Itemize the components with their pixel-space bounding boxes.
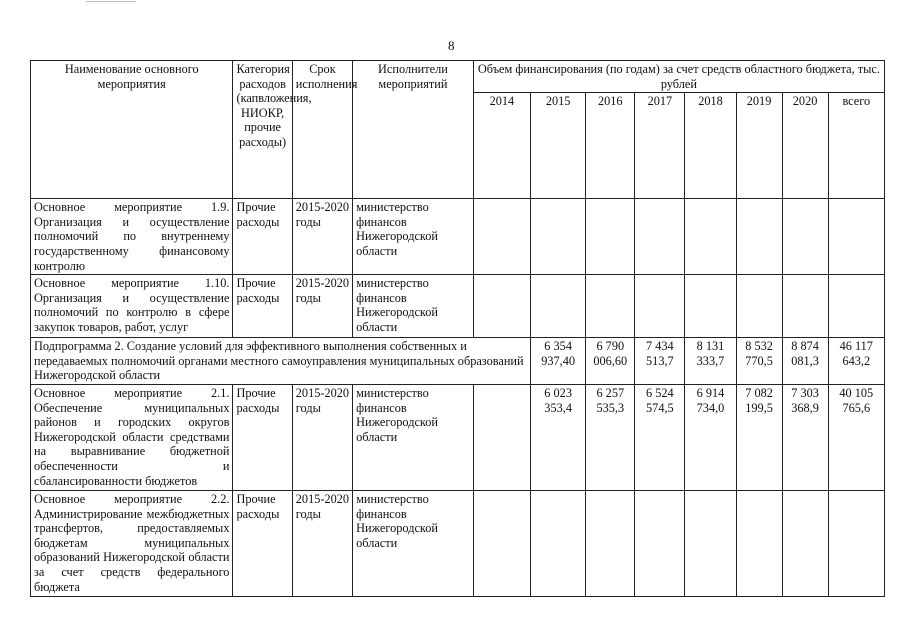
value-cell bbox=[828, 490, 884, 596]
activity-executor: министерство финансов Нижегородской области bbox=[353, 384, 474, 490]
value-cell: 7 434 513,7 bbox=[635, 338, 685, 385]
value-cell: 8 874 081,3 bbox=[782, 338, 828, 385]
header-year: 2020 bbox=[782, 93, 828, 199]
header-financing: Объем финансирования (по годам) за счет средств областного бюджета, тыс. рублей bbox=[473, 61, 884, 93]
activity-name: Основное мероприятие 1.9. Организация и осуществление полномочий по внутреннему государственному финансовому контролю bbox=[31, 199, 233, 275]
value-cell bbox=[531, 199, 586, 275]
header-year: 2014 bbox=[473, 93, 530, 199]
table-row bbox=[31, 490, 885, 596]
activity-category: Прочие расходы bbox=[233, 490, 292, 596]
header-year: 2015 bbox=[531, 93, 586, 199]
activity-category: Прочие расходы bbox=[233, 199, 292, 275]
table-row bbox=[31, 384, 885, 490]
value-cell: 46 117 643,2 bbox=[828, 338, 884, 385]
activity-executor: министерство финансов Нижегородской области bbox=[353, 490, 474, 596]
value-cell: 40 105 765,6 bbox=[828, 384, 884, 490]
value-cell bbox=[782, 199, 828, 275]
header-executors: Исполнители мероприятий bbox=[353, 61, 474, 199]
activity-category: Прочие расходы bbox=[233, 275, 292, 338]
value-cell bbox=[685, 490, 736, 596]
value-cell: 6 524 574,5 bbox=[635, 384, 685, 490]
scan-artifact bbox=[86, 1, 136, 2]
value-cell bbox=[736, 275, 782, 338]
activity-term: 2015-2020 годы bbox=[292, 490, 352, 596]
value-cell bbox=[473, 199, 530, 275]
value-cell bbox=[586, 275, 635, 338]
value-cell: 7 303 368,9 bbox=[782, 384, 828, 490]
value-cell bbox=[586, 490, 635, 596]
value-cell bbox=[635, 199, 685, 275]
financing-table bbox=[30, 60, 885, 597]
value-cell bbox=[685, 199, 736, 275]
activity-executor: министерство финансов Нижегородской области bbox=[353, 199, 474, 275]
value-cell bbox=[586, 199, 635, 275]
value-cell bbox=[531, 275, 586, 338]
header-year: 2019 bbox=[736, 93, 782, 199]
value-cell: 8 131 333,7 bbox=[685, 338, 736, 385]
value-cell: 6 257 535,3 bbox=[586, 384, 635, 490]
header-year: 2016 bbox=[586, 93, 635, 199]
value-cell bbox=[473, 384, 530, 490]
header-total: всего bbox=[828, 93, 884, 199]
activity-term: 2015-2020 годы bbox=[292, 275, 352, 338]
value-cell bbox=[473, 490, 530, 596]
value-cell: 6 914 734,0 bbox=[685, 384, 736, 490]
value-cell bbox=[685, 275, 736, 338]
subprogram-row bbox=[31, 338, 885, 385]
activity-name: Основное мероприятие 2.2. Администрирование межбюджетных трансфертов, предоставляемых бюджетам муниципальных образований Нижегородской области за счет средств федерального бюджета bbox=[31, 490, 233, 596]
activity-category: Прочие расходы bbox=[233, 384, 292, 490]
header-name: Наименование основного мероприятия bbox=[31, 61, 233, 199]
value-cell bbox=[531, 490, 586, 596]
header-term: Срок исполнения bbox=[292, 61, 352, 199]
table-row bbox=[31, 275, 885, 338]
value-cell bbox=[782, 490, 828, 596]
value-cell bbox=[828, 199, 884, 275]
activity-term: 2015-2020 годы bbox=[292, 384, 352, 490]
value-cell bbox=[635, 490, 685, 596]
table-row bbox=[31, 199, 885, 275]
header-year: 2018 bbox=[685, 93, 736, 199]
value-cell: 7 082 199,5 bbox=[736, 384, 782, 490]
header-row-1 bbox=[31, 61, 885, 93]
activity-executor: министерство финансов Нижегородской области bbox=[353, 275, 474, 338]
value-cell: 6 023 353,4 bbox=[531, 384, 586, 490]
header-year: 2017 bbox=[635, 93, 685, 199]
value-cell bbox=[782, 275, 828, 338]
value-cell: 6 790 006,60 bbox=[586, 338, 635, 385]
value-cell: 6 354 937,40 bbox=[531, 338, 586, 385]
header-category: Категория расходов (капвложения, НИОКР, прочие расходы) bbox=[233, 61, 292, 199]
subprogram-title: Подпрограмма 2. Создание условий для эффективного выполнения собственных и передаваемых полномочий органами местного самоуправления муниципальных образований Нижегородской области bbox=[31, 338, 531, 385]
activity-term: 2015-2020 годы bbox=[292, 199, 352, 275]
value-cell: 8 532 770,5 bbox=[736, 338, 782, 385]
page-number: 8 bbox=[448, 38, 455, 53]
value-cell bbox=[635, 275, 685, 338]
value-cell bbox=[473, 275, 530, 338]
value-cell bbox=[736, 490, 782, 596]
value-cell bbox=[736, 199, 782, 275]
value-cell bbox=[828, 275, 884, 338]
activity-name: Основное мероприятие 1.10. Организация и осуществление полномочий по контролю в сфере закупок товаров, работ, услуг bbox=[31, 275, 233, 338]
activity-name: Основное мероприятие 2.1. Обеспечение муниципальных районов и городских округов Нижегородской области средствами на выравнивание бюджетной обеспеченности и сбалансированности бюджетов bbox=[31, 384, 233, 490]
